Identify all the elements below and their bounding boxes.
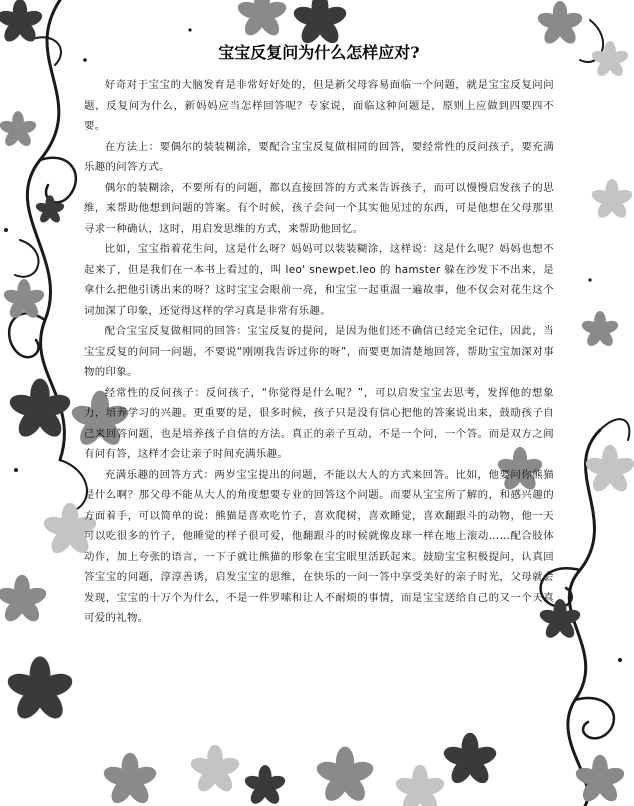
paragraph: 偶尔的装糊涂，不要所有的问题，都以直接回答的方式来告诉孩子，而可以慢慢启发孩子的思维，来帮助他想到问题的答案。有个时候，孩子会问一个其实他见过的东西，可是他想在父母那里寻求一种确认，这时，用启发思维的方式，来帮助他回忆。 xyxy=(84,181,554,235)
article-title: 宝宝反复问为什么怎样应对? xyxy=(218,43,420,62)
paragraph: 在方法上：要偶尔的装装糊涂，要配合宝宝反复做相同的回答，要经常性的反问孩子，要充满乐趣的问答方式。 xyxy=(84,140,554,173)
paragraph: 充满乐趣的回答方式：两岁宝宝提出的问题，不能以大人的方式来回答。比如，他要问你熊猫是什么啊？那父母不能从大人的角度想要专业的回答这个问题。而要从宝宝所了解的，和感兴趣的方面着手，可以简单的说：熊猫是喜欢吃竹子，喜欢爬树，喜欢睡觉，喜欢翻跟斗的动物，他一天可以吃很多的竹子，他睡觉的样子很可爱，他翻跟斗的时候就像皮球一样在地上滚动……配合肢体动作，加上夸张的语言，一下子就让熊猫的形象在宝宝眼里活跃起来。鼓励宝宝积极提问，认真回答宝宝的问题，淳淳善诱，启发宝宝的思维，在快乐的一问一答中享受美好的亲子时光，父母就会发现，宝宝的十万个为什么，不是一件罗嗦和让人不耐烦的事情，而是宝宝送给自己的又一个天真可爱的礼物。 xyxy=(84,468,554,624)
paragraph: 比如，宝宝指着花生问，这是什么呀？妈妈可以装装糊涂，这样说：这是什么呢？妈妈也想不起来了，但是我们在一本书上看过的，叫 leo' snewpet.leo 的 hamster 躲在沙发下不出来，是拿什么把他引诱出来的呀？这时宝宝会眼前一亮，和宝宝一起重温一遍故事，他不仅会对花生这个词加深了印象，还觉得这样的学习真是非常有乐趣。 xyxy=(84,243,554,317)
paragraph: 经常性的反问孩子：反问孩子，“你觉得是什么呢？”，可以启发宝宝去思考，发挥他的想象力，培养学习的兴趣。更重要的是，很多时候，孩子只是没有信心把他的答案说出来，鼓励孩子自己来回答问题，也是培养孩子自信的方法。真正的亲子互动，不是一个问，一个答。而是双方之间有问有答，这样才会让亲子时间充满乐趣。 xyxy=(84,386,554,460)
paragraph: 好奇对于宝宝的大脑发育是非常好好处的，但是新父母容易面临一个问题，就是宝宝反复问问题，反复问为什么，新妈妈应当怎样回答呢？专家说，面临这种问题是，原则上应做到四要四不要。 xyxy=(84,79,554,132)
article xyxy=(84,40,554,629)
paragraph: 配合宝宝反复做相同的回答：宝宝反复的提问，是因为他们还不确信已经完全记住，因此，当宝宝反复的问同一问题，不要说“刚刚我告诉过你的呀”，而要更加清楚地回答，帮助宝宝加深对事物的印象。 xyxy=(84,325,554,378)
